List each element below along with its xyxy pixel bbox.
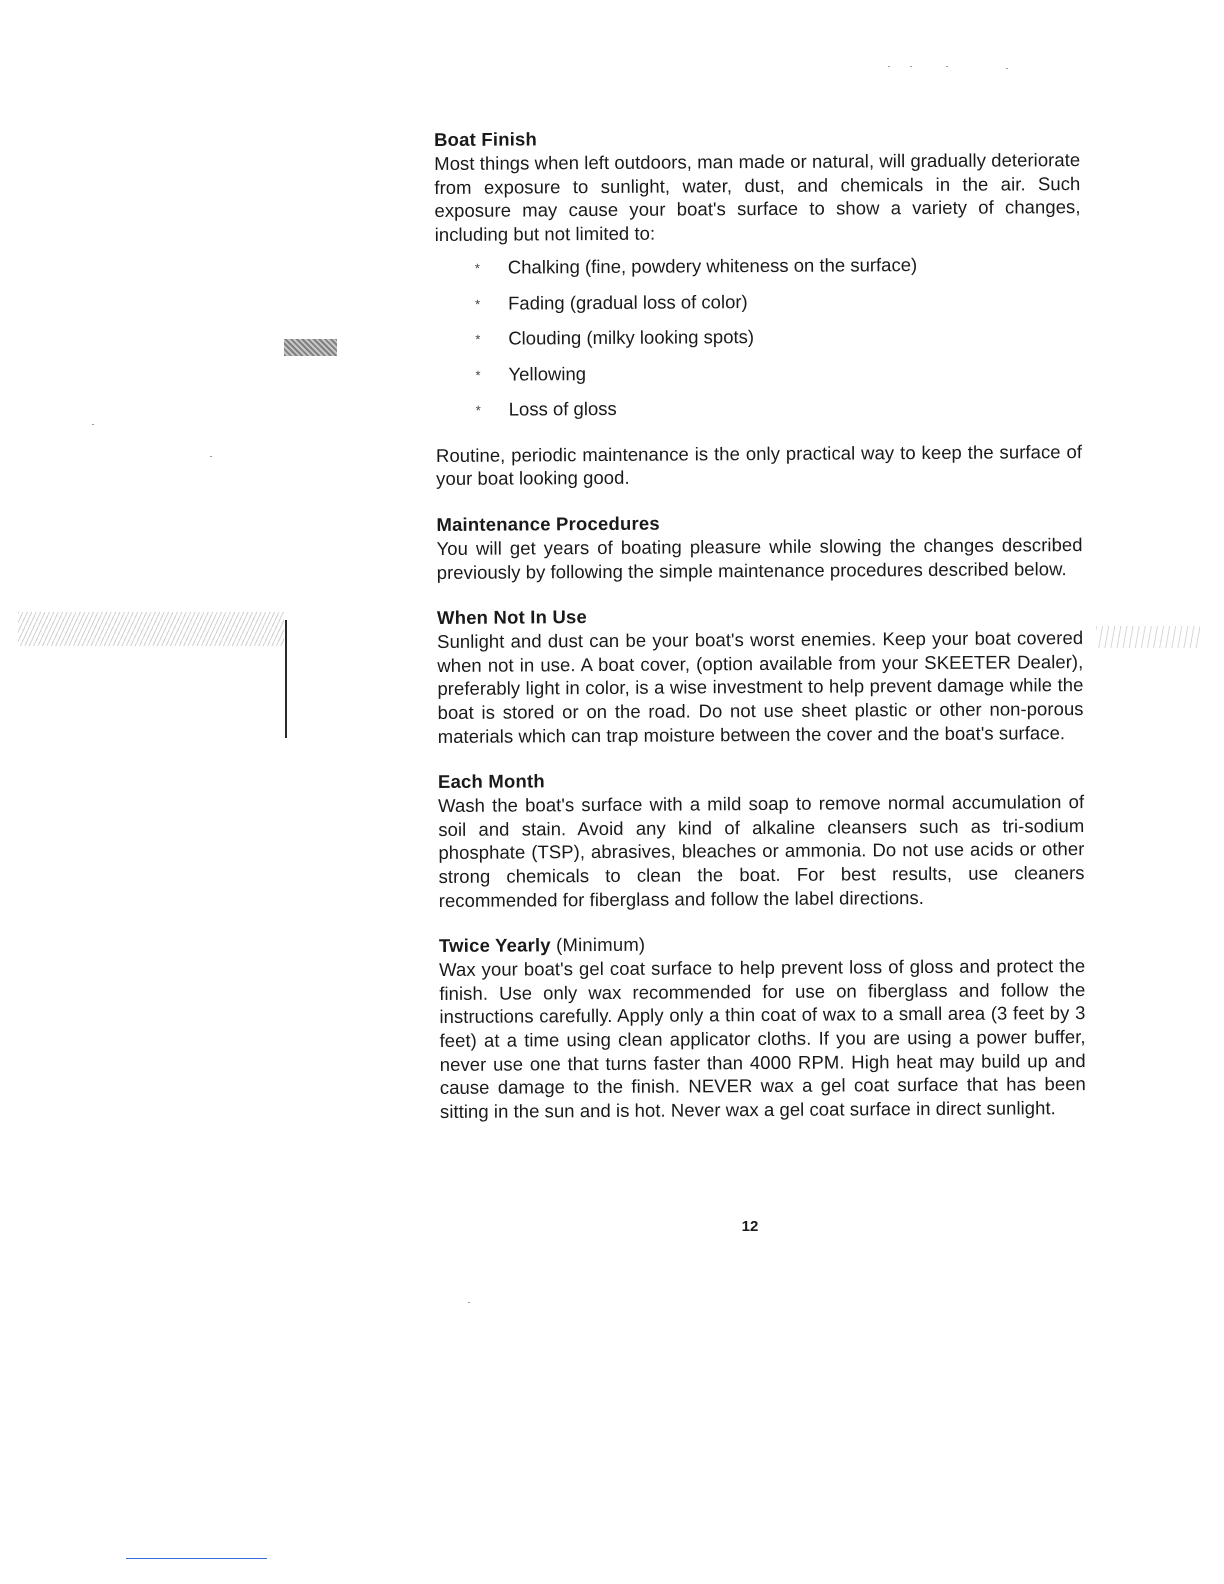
list-item-text: Chalking (fine, powdery whiteness on the surface) [507,254,918,278]
boat-finish-section [434,124,1082,491]
scan-speck [910,66,912,67]
bullet-asterisk: * [475,296,481,312]
twice-yearly-body: Wax your boat's gel coat surface to help prevent loss of gloss and protect the finish. Use only wax recommended for use on fiberglass and follow the instructions carefully. Apply only a thin coat of wax to a small area (3 feet by 3 feet) at a time using clean applicator cloths. If you are using a power buffer, never use one that turns faster than 4000 RPM. High heat may build up and cause damage to the finish. NEVER wax a gel coat surface that has been sitting in the sun and is hot. Never wax a gel coat surface in direct sunlight. [439,955,1086,1122]
surface-changes-list [435,252,1082,433]
scan-artifact-bottom-line [126,1558,267,1559]
bullet-asterisk: * [475,403,481,419]
twice-yearly-section [439,930,1086,1123]
scan-speck [946,66,948,67]
each-month-heading: Each Month [437,770,545,793]
scan-artifact-strip [18,612,284,646]
scan-speck [1006,68,1008,69]
scan-speck [210,456,212,457]
scan-artifact-right [1096,626,1200,648]
scan-speck [468,1302,470,1303]
list-item-text: Clouding (milky looking spots) [508,326,755,349]
bullet-asterisk: * [475,332,481,348]
boat-finish-outro: Routine, periodic maintenance is the only practical way to keep the surface of your boat looking good. [435,440,1083,490]
list-item-text: Loss of gloss [508,398,617,420]
page-number: 12 [741,1218,759,1235]
scan-speck [92,424,94,425]
list-item [435,288,1081,327]
boat-finish-intro: Most things when left outdoors, man made or natural, will gradually deteriorate from exposure to sunlight, water, dust, and chemicals in the air. Such exposure may cause your boat's surface to show a variety of changes, including but not limited to: [434,149,1081,245]
list-item [435,323,1081,362]
list-item [435,252,1081,291]
each-month-body: Wash the boat's surface with a mild soap to remove normal accumulation of soil and stain. Avoid any kind of alkaline cleansers such as tri-sodium phosphate (TSP), abrasives, bleaches or ammonia. Do not use acids or other strong chemicals to clean the boat. For best results, use cleaners recommended for fiberglass and follow the label directions. [438,791,1085,911]
scan-artifact-vertical-line [285,620,287,738]
when-not-in-use-heading: When Not In Use [436,606,588,629]
bullet-asterisk: * [474,261,480,277]
document-body [434,124,1086,1123]
scan-artifact-box [284,339,337,356]
list-item-text: Yellowing [508,362,587,385]
when-not-in-use-section [437,602,1084,748]
twice-yearly-qualifier: (Minimum) [556,933,646,956]
boat-finish-heading: Boat Finish [434,128,538,150]
maintenance-procedures-section [436,509,1082,584]
when-not-in-use-body: Sunlight and dust can be your boat's worst enemies. Keep your boat covered when not in use. A boat cover, (option available from your SKEETER Dealer), preferably light in color, is a wise investment to help prevent damage while the boat is stored or on the road. Do not use sheet plastic or other non-porous materials which can trap moisture between the cover and the boat's surface. [437,627,1084,747]
list-item [435,359,1081,398]
maintenance-procedures-body: You will get years of boating pleasure while slowing the changes described previously by following the simple maintenance procedures described below. [436,534,1083,583]
scan-speck [888,66,890,67]
list-item-text: Fading (gradual loss of color) [508,290,748,314]
each-month-section [438,766,1085,912]
maintenance-procedures-heading: Maintenance Procedures [436,512,660,536]
bullet-asterisk: * [475,367,481,383]
list-item [436,394,1082,433]
twice-yearly-title: Twice Yearly [438,934,551,957]
